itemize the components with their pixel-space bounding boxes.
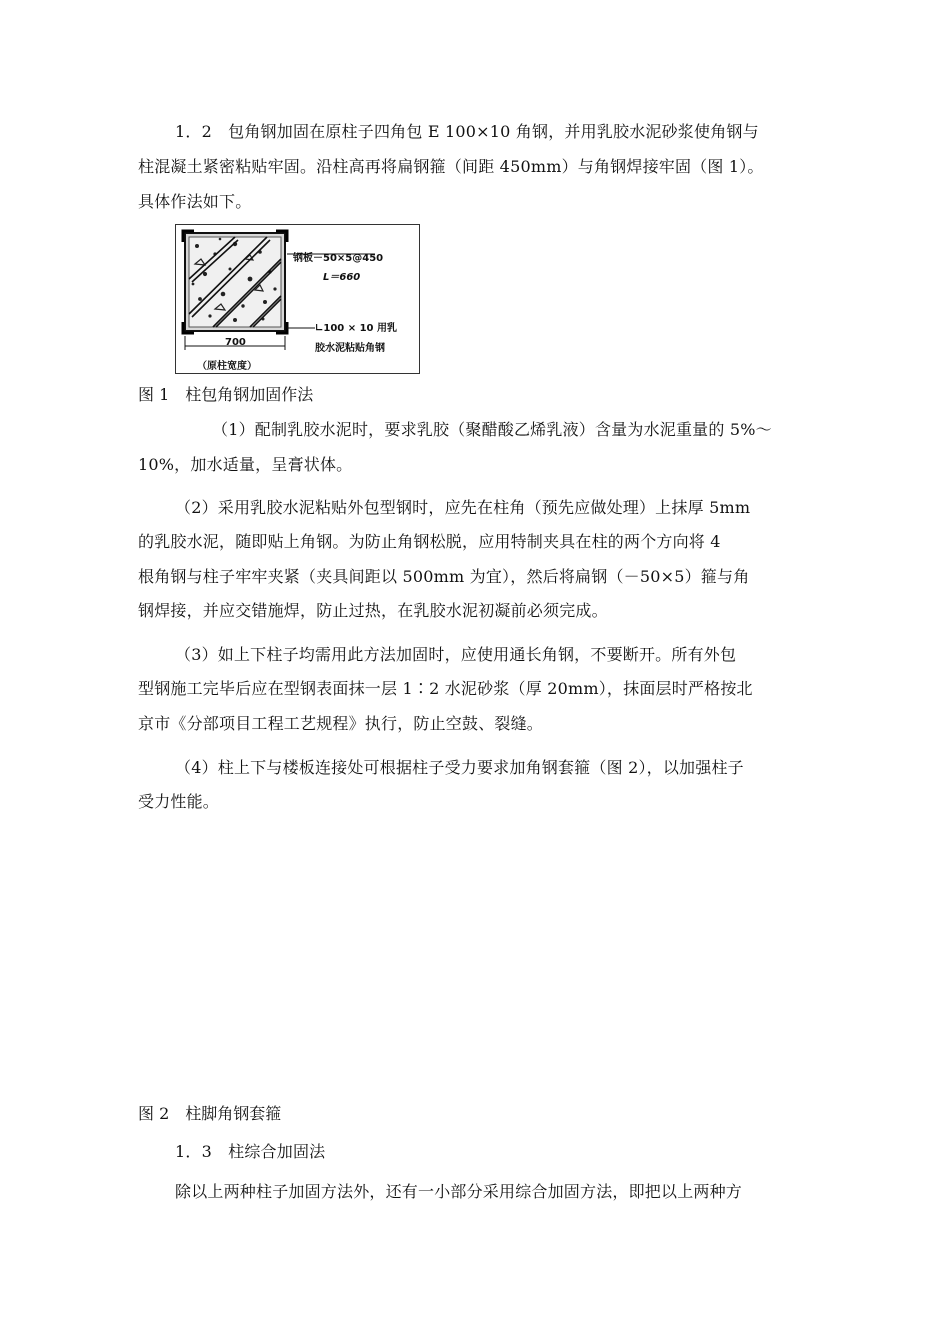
- section-1-3-line-1: 除以上两种柱子加固方法外，还有一小部分采用综合加固方法，即把以上两种方: [175, 1182, 743, 1201]
- paragraph-1-line-2: 10%，加水适量，呈膏状体。: [138, 455, 353, 474]
- paragraph-2-line-3: 根角钢与柱子牢牢夹紧（夹具间距以 500mm 为宜），然后将扁钢（－50×5）箍与角: [138, 567, 750, 586]
- paragraph-3-line-1: （3）如上下柱子均需用此方法加固时，应使用通长角钢，不要断开。所有外包: [175, 645, 737, 664]
- paragraph-2-line-1: （2）采用乳胶水泥粘贴外包型钢时，应先在柱角（预先应做处理）上抹厚 5mm: [175, 498, 751, 517]
- section-1-2-line-1: 1．2 包角钢加固在原柱子四角包 E 100×10 角钢，并用乳胶水泥砂浆使角钢与: [175, 122, 759, 141]
- figure-1-original-width-label: （原柱宽度）: [197, 361, 257, 372]
- figure-1-angle-label-1: ∟100 × 10 用乳: [315, 323, 397, 334]
- paragraph-2-line-2: 的乳胶水泥，随即贴上角钢。为防止角钢松脱，应用特制夹具在柱的两个方向将 4: [138, 532, 721, 551]
- figure-1-angle-label-2: 胶水泥粘贴角钢: [315, 343, 385, 354]
- section-1-3-heading: 1．3 柱综合加固法: [175, 1142, 326, 1161]
- paragraph-3-line-2: 型钢施工完毕后应在型钢表面抹一层 1∶2 水泥砂浆（厚 20mm），抹面层时严格按北: [138, 679, 753, 698]
- paragraph-4-line-1: （4）柱上下与楼板连接处可根据柱子受力要求加角钢套箍（图 2），以加强柱子: [175, 758, 744, 777]
- paragraph-2-line-4: 钢焊接，并应交错施焊，防止过热，在乳胶水泥初凝前必须完成。: [138, 601, 608, 620]
- figure-1-width-label: 700: [225, 337, 246, 348]
- figure-1-length-label: L＝660: [323, 272, 361, 283]
- paragraph-1-line-1: （1）配制乳胶水泥时，要求乳胶（聚醋酸乙烯乳液）含量为水泥重量的 5%～: [212, 420, 772, 439]
- section-1-2-line-3: 具体作法如下。: [138, 192, 252, 211]
- paragraph-3-line-3: 京市《分部项目工程工艺规程》执行，防止空鼓、裂缝。: [138, 714, 544, 733]
- figure-1-caption: 图 1 柱包角钢加固作法: [138, 385, 314, 404]
- section-1-2-line-2: 柱混凝土紧密粘贴牢固。沿柱高再将扁钢箍（间距 450mm）与角钢焊接牢固（图 1）。: [138, 157, 764, 176]
- paragraph-4-line-2: 受力性能。: [138, 792, 220, 811]
- figure-2-caption: 图 2 柱脚角钢套箍: [138, 1104, 282, 1123]
- figure-1-plate-label: 钢板－50×5@450: [293, 253, 384, 264]
- figure-1-diagram: [175, 224, 420, 374]
